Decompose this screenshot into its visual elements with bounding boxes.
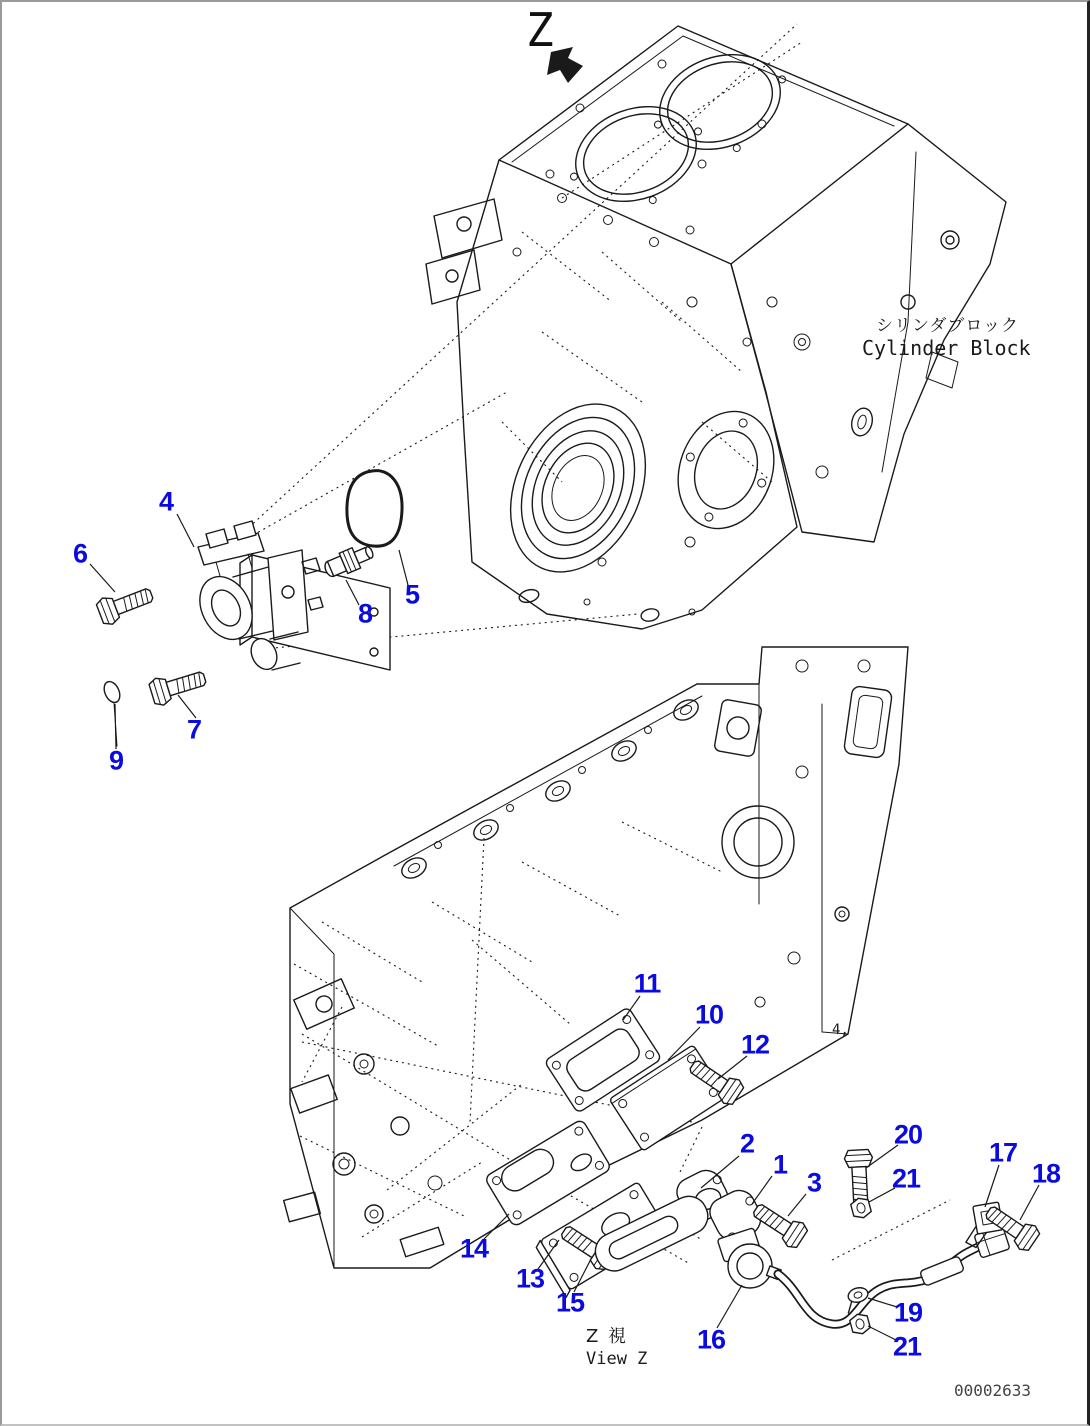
drawing-number: 00002633 <box>954 1381 1032 1400</box>
bolt-20 <box>844 1149 875 1205</box>
callout-6: 6 <box>72 538 88 569</box>
callout-21: 21 <box>892 1331 922 1362</box>
callout-9: 9 <box>108 745 124 776</box>
callout-12: 12 <box>740 1029 770 1060</box>
z-view-arrow-label: Z <box>526 3 554 57</box>
bolt-6 <box>95 581 156 627</box>
view-label-en: View Z <box>586 1349 648 1369</box>
callout-18: 18 <box>1031 1158 1061 1189</box>
callout-15: 15 <box>555 1287 585 1318</box>
callout-20: 20 <box>893 1119 923 1150</box>
component-label-jp: シリンダブロック <box>876 316 1019 336</box>
callout-11: 11 <box>633 968 661 999</box>
callout-3: 3 <box>806 1167 822 1198</box>
component-label-en: Cylinder Block <box>862 336 1031 360</box>
callout-19: 19 <box>893 1297 923 1328</box>
callout-7: 7 <box>186 714 202 745</box>
stop-motor-assembly-4 <box>190 521 390 674</box>
diagram-drawing <box>2 2 1090 1426</box>
callout-4: 4 <box>158 486 174 517</box>
plug-9 <box>101 679 123 746</box>
callout-2: 2 <box>739 1128 755 1159</box>
callout-14: 14 <box>459 1233 489 1264</box>
view-label-jp: Z 視 <box>586 1326 629 1347</box>
callout-17: 17 <box>988 1137 1018 1168</box>
view-direction-arrow-icon <box>547 47 583 83</box>
callout-8: 8 <box>357 598 373 629</box>
callout-10: 10 <box>694 999 724 1030</box>
sensor-8 <box>322 541 377 581</box>
callout-21: 21 <box>891 1163 921 1194</box>
callout-13: 13 <box>515 1263 545 1294</box>
small-ref-mark: 4, <box>832 1022 849 1038</box>
callout-5: 5 <box>404 579 420 610</box>
callout-16: 16 <box>696 1324 726 1355</box>
o-ring-5 <box>347 471 402 547</box>
callout-1: 1 <box>772 1149 788 1180</box>
bolt-7 <box>148 665 209 708</box>
z-view-arrow <box>526 3 583 83</box>
